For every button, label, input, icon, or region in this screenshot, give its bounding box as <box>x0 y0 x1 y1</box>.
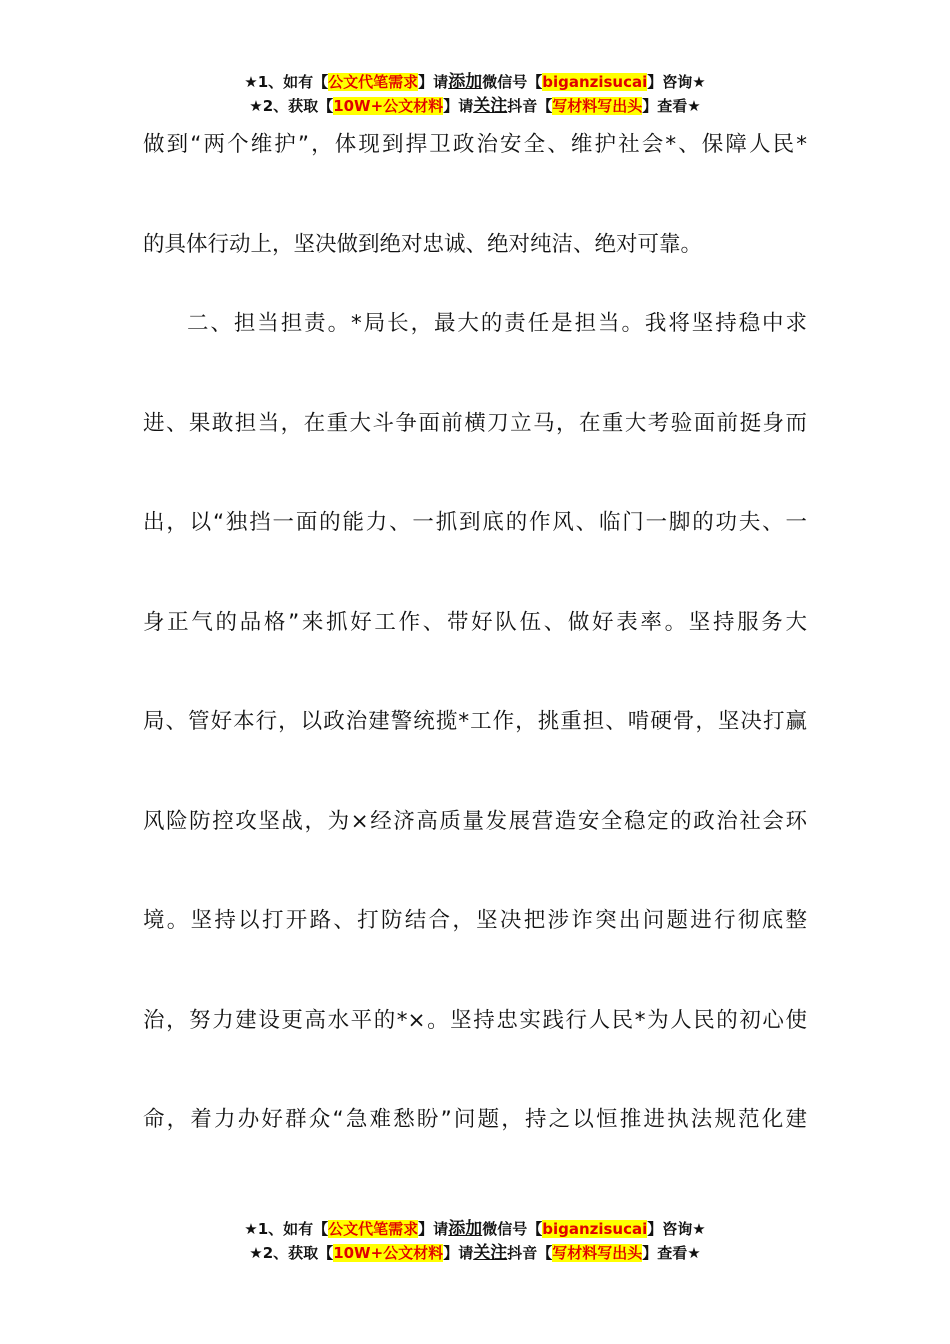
banner-text: ★2、获取【 <box>249 97 334 115</box>
banner-text: ★1、如有【 <box>244 1220 329 1238</box>
banner-text: 微信号【 <box>482 1220 543 1238</box>
body-line: 局、管好本行，以政治建警统揽*工作，挑重担、啃硬骨，坚决打赢 <box>143 709 807 734</box>
banner-text: 】请 <box>418 1220 449 1238</box>
banner-highlight: 写材料写出头 <box>552 1244 643 1262</box>
banner-highlight: biganzisucai <box>542 1220 648 1238</box>
banner-text: 】咨询★ <box>647 1220 706 1238</box>
banner-line-1 <box>0 1217 950 1241</box>
banner-text: 】查看★ <box>642 1244 701 1262</box>
banner-underlined: 添加 <box>448 1219 483 1239</box>
banner-line-1 <box>0 70 950 94</box>
body-line: 的具体行动上，坚决做到绝对忠诚、绝对纯洁、绝对可靠。 <box>143 232 703 257</box>
body-line: 做到“两个维护”，体现到捍卫政治安全、维护社会*、保障人民* <box>143 132 807 157</box>
body-line: 二、担当担责。*局长，最大的责任是担当。我将坚持稳中求 <box>187 311 807 336</box>
banner-highlight: biganzisucai <box>542 73 648 91</box>
banner-text: 微信号【 <box>482 73 543 91</box>
banner-line-2 <box>0 94 950 118</box>
banner-text: ★2、获取【 <box>249 1244 334 1262</box>
banner-underlined: 关注 <box>473 1243 508 1263</box>
body-line: 命，着力办好群众“急难愁盼”问题，持之以恒推进执法规范化建 <box>143 1107 807 1132</box>
banner-line-2 <box>0 1241 950 1265</box>
banner-text: 】请 <box>418 73 449 91</box>
banner-text: 】请 <box>443 97 474 115</box>
banner-underlined: 关注 <box>473 96 508 116</box>
body-line: 身正气的品格”来抓好工作、带好队伍、做好表率。坚持服务大 <box>143 610 807 635</box>
banner-highlight: 公文代笔需求 <box>328 73 419 91</box>
banner-text: ★1、如有【 <box>244 73 329 91</box>
body-line: 出，以“独挡一面的能力、一抓到底的作风、临门一脚的功夫、一 <box>143 510 807 535</box>
banner-text: 抖音【 <box>507 97 553 115</box>
banner-highlight: 10W+公文材料 <box>333 97 444 115</box>
header-banner <box>0 70 950 118</box>
banner-highlight: 10W+公文材料 <box>333 1244 444 1262</box>
footer-banner <box>0 1217 950 1265</box>
body-line: 治，努力建设更高水平的*×。坚持忠实践行人民*为人民的初心使 <box>143 1008 807 1033</box>
body-line: 境。坚持以打开路、打防结合，坚决把涉诈突出问题进行彻底整 <box>143 908 807 933</box>
banner-text: 抖音【 <box>507 1244 553 1262</box>
banner-text: 】请 <box>443 1244 474 1262</box>
banner-underlined: 添加 <box>448 72 483 92</box>
banner-highlight: 公文代笔需求 <box>328 1220 419 1238</box>
banner-text: 】咨询★ <box>647 73 706 91</box>
banner-highlight: 写材料写出头 <box>552 97 643 115</box>
body-line: 进、果敢担当，在重大斗争面前横刀立马，在重大考验面前挺身而 <box>143 411 807 436</box>
body-line: 风险防控攻坚战，为×经济高质量发展营造安全稳定的政治社会环 <box>143 809 807 834</box>
banner-text: 】查看★ <box>642 97 701 115</box>
